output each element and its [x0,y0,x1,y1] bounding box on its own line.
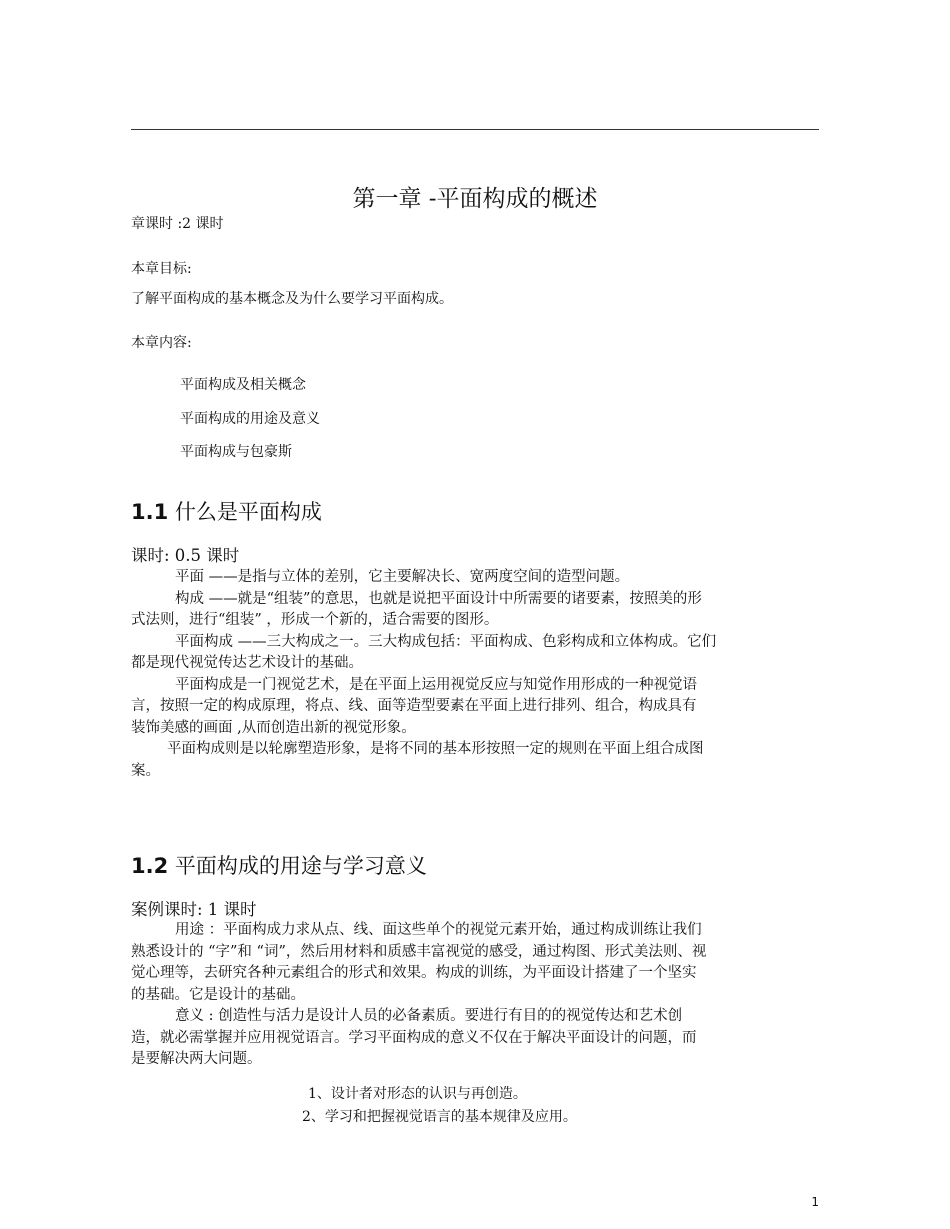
body-line: 平面构成 ——三大构成之一。三大构成包括：平面构成、色彩构成和立体构成。它们 [175,633,717,650]
body-line: 平面构成是一门视觉艺术，是在平面上运用视觉反应与知觉作用形成的一种视觉语 [175,676,697,693]
header-rule [131,129,819,130]
goal-heading: 本章目标: [131,261,192,277]
content-item: 平面构成与包豪斯 [180,444,292,460]
page-number: 1 [811,1195,819,1209]
body-line: 意义 : 创造性与活力是设计人员的必备素质。要进行有目的的视觉传达和艺术创 [175,1008,683,1024]
body-line: 用途 ：平面构成力求从点、线、面这些单个的视觉元素开始，通过构成训练让我们 [175,922,702,938]
content-heading: 本章内容: [131,335,192,351]
body-line: 觉心理等，去研究各种元素组合的形式和效果。构成的训练，为平面设计搭建了一个坚实 [131,965,697,981]
body-line: 是要解决两大问题。 [131,1051,262,1067]
body-line: 案。 [131,762,160,779]
body-line: 装饰美感的画面 ,从而创造出新的视觉形象。 [131,719,416,736]
content-item: 平面构成及相关概念 [180,377,306,393]
section-2-number: 1.2 [131,854,169,878]
body-line: 造，就必需掌握并应用视觉语言。学习平面构成的意义不仅在于解决平面设计的问题，而 [131,1029,697,1046]
point-item: 1、设计者对形态的认识与再创造。 [308,1086,527,1102]
section-2-body [131,920,771,1071]
chapter-hours: 章课时 :2 课时 [131,216,224,232]
body-line: 言，按照一定的构成原理，将点、线、面等造型要素在平面上进行排列、组合，构成具有 [131,698,697,714]
section-1-title: 什么是平面构成 [174,500,322,524]
section-1-body [131,567,771,782]
point-item: 2、学习和把握视觉语言的基本规律及应用。 [302,1109,577,1125]
section-2-title: 平面构成的用途与学习意义 [174,854,427,878]
section-1-number: 1.1 [131,500,169,524]
section-1-heading [131,496,322,526]
chapter-title: 第一章 -平面构成的概述 [352,186,598,212]
body-line: 熟悉设计的 “字”和 “词”，然后用材料和质感丰富视觉的感受，通过构图、形式美法则、视 [131,943,707,960]
body-line: 构成 ——就是“组装”的意思，也就是说把平面设计中所需要的诸要素，按照美的形 [175,590,702,607]
body-line: 式法则，进行“组装” ，形成一个新的，适合需要的图形。 [131,612,499,628]
body-line: 的基础。它是设计的基础。 [131,986,305,1003]
body-line: 都是现代视觉传达艺术设计的基础。 [131,655,363,671]
body-line: 平面构成则是以轮廓塑造形象，是将不同的基本形按照一定的规则在平面上组合成图 [167,741,704,757]
content-item: 平面构成的用途及意义 [180,411,320,427]
goal-text: 了解平面构成的基本概念及为什么要学习平面构成。 [131,291,453,307]
body-line: 平面 ——是指与立体的差别，它主要解决长、宽两度空间的造型问题。 [175,569,630,585]
section-2-hours: 案例课时: 1 课时 [131,900,257,919]
section-2-heading [131,850,427,880]
section-1-hours: 课时: 0.5 课时 [131,546,240,565]
